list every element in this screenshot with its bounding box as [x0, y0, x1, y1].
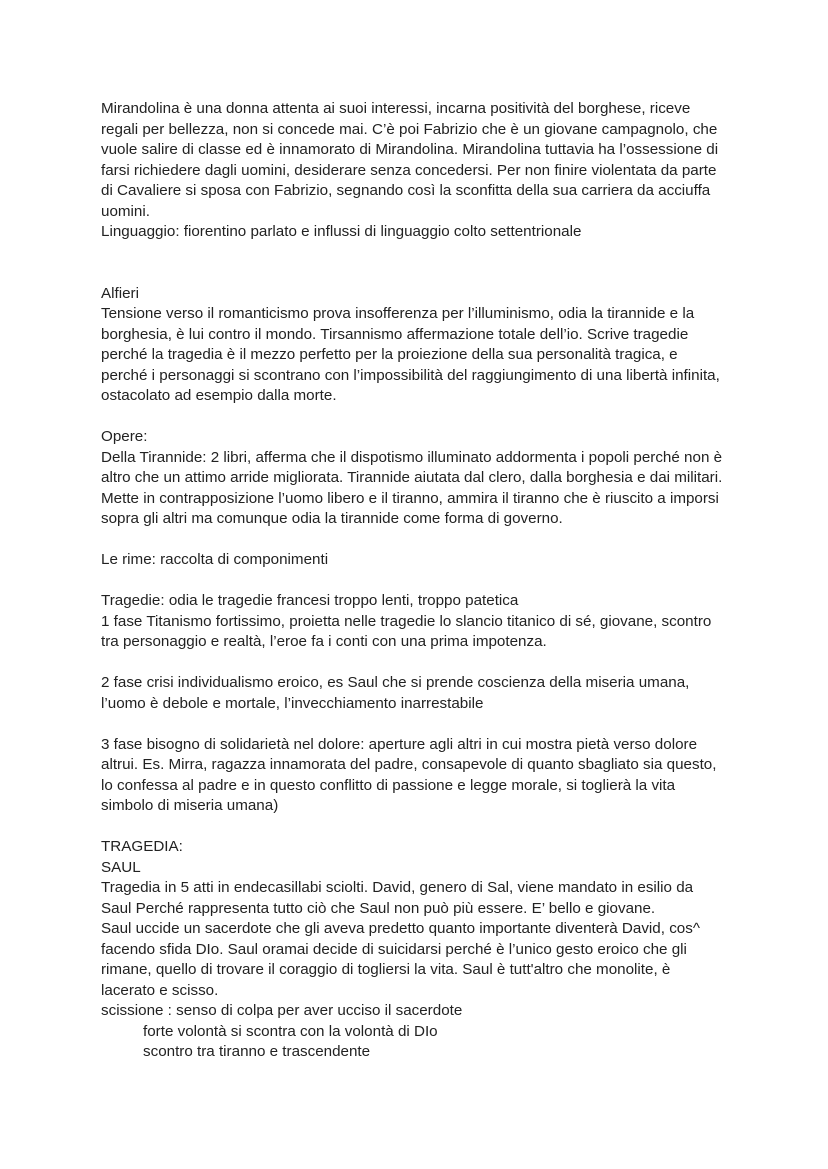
text-line: 3 fase bisogno di solidarietà nel dolore: aperture agli altri in cui mostra pietà verso dolore: [101, 735, 698, 753]
text-line: farsi richiedere dagli uomini, desiderare senza concedersi. Per non finire violentata da parte: [101, 161, 717, 179]
text-line: borghesia, è lui contro il mondo. Tirsannismo affermazione totale dell’io. Scrive tragedie: [101, 325, 689, 343]
indented-line: scontro tra tiranno e trascendente: [143, 1043, 371, 1060]
tragedie-section: [101, 591, 768, 653]
mirandolina-paragraph: [101, 99, 768, 243]
text-line: altro che un attimo arride migliorata. Tirannide aiutata dal clero, dalla borghesia e dai militari.: [101, 469, 723, 486]
fase2-paragraph: [101, 673, 768, 714]
text-line: altrui. Es. Mirra, ragazza innamorata del padre, consapevole di quanto sbagliato sia questo,: [101, 756, 717, 773]
text-line: Tragedia in 5 atti in endecasillabi sciolti. David, genero di Sal, viene mandato in esilio da: [101, 879, 694, 896]
text-line: Mette in contrapposizione l’uomo libero e il tiranno, ammira il tiranno che è riuscito a imporsi: [101, 489, 719, 507]
text-line: 1 fase Titanismo fortissimo, proietta nelle tragedie lo slancio titanico di sé, giovane, scontro: [101, 612, 712, 630]
spacer: [101, 817, 768, 838]
spacer: [101, 530, 768, 551]
spacer: [101, 714, 768, 735]
text-line: rimane, quello di trovare il coraggio di togliersi la vita. Saul è tutt'altro che monolite, è: [101, 961, 671, 978]
text-line: sopra gli altri ma comunque odia la tirannide come forma di governo.: [101, 510, 563, 527]
text-line: Mirandolina è una donna attenta ai suoi interessi, incarna positività del borghese, riceve: [101, 100, 691, 117]
text-line: uomini.: [101, 202, 150, 220]
tragedia-section: [101, 837, 768, 1063]
indented-line: forte volontà si scontra con la volontà di DIo: [143, 1022, 438, 1040]
section-heading-alfieri: Alfieri: [101, 284, 139, 302]
spacer: [101, 571, 768, 592]
opere-section: [101, 427, 768, 530]
rime-line: Le rime: raccolta di componimenti: [101, 551, 329, 568]
text-line: l’uomo è debole e mortale, l’invecchiamento inarrestabile: [101, 694, 484, 712]
text-line: vuole salire di classe ed è innamorato di Mirandolina. Mirandolina tuttavia ha l’ossessione di: [101, 141, 719, 158]
text-line: regali per bellezza, non si concede mai. C’è poi Fabrizio che è un giovane campagnolo, che: [101, 120, 718, 138]
text-line: Tensione verso il romanticismo prova insofferenza per l’illuminismo, odia la tirannide e la: [101, 305, 695, 322]
fase3-paragraph: [101, 735, 768, 817]
section-heading-tragedia: TRAGEDIA:: [101, 838, 183, 855]
alfieri-section: [101, 284, 768, 407]
scissione-line: scissione : senso di colpa per aver ucciso il sacerdote: [101, 1002, 463, 1019]
section-subheading-saul: SAUL: [101, 858, 141, 876]
text-line: lacerato e scisso.: [101, 981, 219, 999]
text-line: simbolo di miseria umana): [101, 797, 279, 814]
text-line: lo confessa al padre e in questo conflitto di passione e legge morale, si toglierà la vita: [101, 776, 676, 794]
text-line: facendo sfida DIo. Saul oramai decide di suicidarsi perché è l’unico gesto eroico che gli: [101, 940, 687, 958]
spacer: [101, 407, 768, 428]
text-line: Saul uccide un sacerdote che gli aveva predetto quanto importante diventerà David, cos^: [101, 920, 700, 937]
text-line: perché i personaggi si scontrano con l’impossibilità del raggiungimento di una libertà infinita,: [101, 366, 720, 384]
text-line: Saul Perché rappresenta tutto ciò che Saul non può più essere. E’ bello e giovane.: [101, 899, 656, 917]
text-line: di Cavaliere si sposa con Fabrizio, segnando così la sconfitta della sua carriera da acciuffa: [101, 182, 711, 199]
section-heading-opere: Opere:: [101, 428, 148, 445]
spacer: [101, 653, 768, 674]
text-line: perché la tragedia è il mezzo perfetto per la proiezione della sua personalità tragica, e: [101, 346, 678, 363]
text-line: ostacolato ad esempio dalla morte.: [101, 387, 337, 404]
text-line: tra personaggio e realtà, l’eroe fa i conti con una prima impotenza.: [101, 633, 547, 650]
text-line: 2 fase crisi individualismo eroico, es Saul che si prende coscienza della miseria umana,: [101, 674, 690, 691]
text-line: Tragedie: odia le tragedie francesi troppo lenti, troppo patetica: [101, 592, 519, 609]
text-line: Della Tirannide: 2 libri, afferma che il dispotismo illuminato addormenta i popoli perché non è: [101, 448, 723, 466]
spacer: [101, 243, 768, 284]
linguaggio-line: Linguaggio: fiorentino parlato e influssi di linguaggio colto settentrionale: [101, 223, 582, 240]
